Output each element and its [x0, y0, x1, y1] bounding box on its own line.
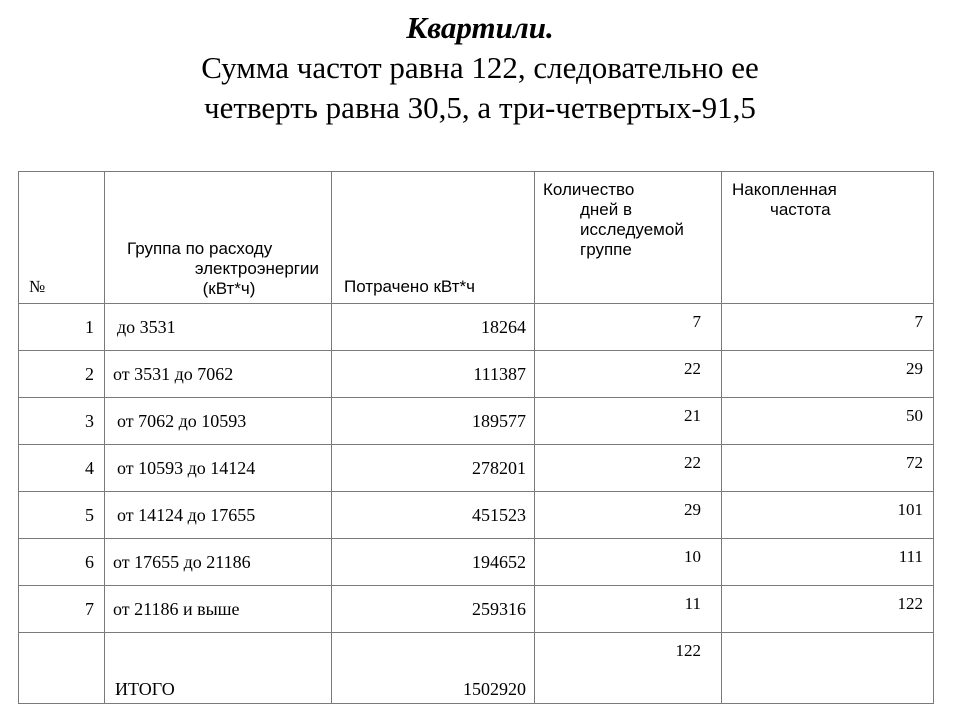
table-row	[19, 398, 934, 445]
header-spent: Потрачено кВт*ч	[332, 172, 535, 304]
cell-num: 7	[19, 586, 105, 633]
cell-group: от 3531 до 7062	[105, 351, 332, 398]
cell-days: 21	[535, 398, 722, 445]
title-heading: Квартили.	[406, 10, 554, 45]
cell-spent: 18264	[332, 304, 535, 351]
cell-days: 7	[535, 304, 722, 351]
table-row	[19, 304, 934, 351]
cell-num: 6	[19, 539, 105, 586]
cell-num-empty	[19, 633, 105, 704]
cell-group: до 3531	[105, 304, 332, 351]
cell-group: от 17655 до 21186	[105, 539, 332, 586]
header-days-line-2: дней в	[580, 200, 633, 219]
header-days-line-4: группе	[580, 240, 632, 259]
cell-cumulative: 122	[722, 586, 934, 633]
header-num: №	[19, 172, 105, 304]
header-days	[535, 172, 722, 304]
cell-num: 2	[19, 351, 105, 398]
cell-spent: 259316	[332, 586, 535, 633]
header-cumulative	[722, 172, 934, 304]
table-header-row	[19, 172, 934, 304]
cell-total-days: 122	[535, 633, 722, 704]
cell-group: от 10593 до 14124	[105, 445, 332, 492]
cell-days: 22	[535, 445, 722, 492]
cell-num: 3	[19, 398, 105, 445]
cell-group: от 21186 и выше	[105, 586, 332, 633]
cell-cumulative: 29	[722, 351, 934, 398]
cell-group: от 7062 до 10593	[105, 398, 332, 445]
cell-spent: 189577	[332, 398, 535, 445]
cell-days: 11	[535, 586, 722, 633]
table-row	[19, 492, 934, 539]
header-group-line-1: Группа по расходу	[127, 239, 273, 258]
header-days-line-1: Количество	[543, 180, 635, 199]
cell-spent: 451523	[332, 492, 535, 539]
cell-num: 5	[19, 492, 105, 539]
cell-cumulative: 50	[722, 398, 934, 445]
header-group	[105, 172, 332, 304]
cell-total-label: ИТОГО	[105, 633, 332, 704]
cell-cumulative: 111	[722, 539, 934, 586]
header-group-line-2: электроэнергии	[194, 259, 319, 278]
cell-group: от 14124 до 17655	[105, 492, 332, 539]
header-cum-line-1: Накопленная	[732, 180, 837, 199]
title-line-2: четверть равна 30,5, а три-четвертых-91,5	[204, 90, 756, 125]
cell-days: 29	[535, 492, 722, 539]
table-row	[19, 351, 934, 398]
header-days-line-3: исследуемой	[580, 220, 684, 239]
cell-cumulative: 7	[722, 304, 934, 351]
table-row	[19, 586, 934, 633]
slide-title	[0, 8, 960, 128]
cell-num: 4	[19, 445, 105, 492]
cell-total-spent: 1502920	[332, 633, 535, 704]
cell-cumulative: 72	[722, 445, 934, 492]
header-group-line-3: (кВт*ч)	[202, 279, 256, 298]
cell-num: 1	[19, 304, 105, 351]
cell-cumulative: 101	[722, 492, 934, 539]
cell-days: 22	[535, 351, 722, 398]
cell-spent: 111387	[332, 351, 535, 398]
cell-spent: 278201	[332, 445, 535, 492]
cell-spent: 194652	[332, 539, 535, 586]
header-cum-line-2: частота	[770, 200, 831, 219]
title-line-1: Сумма частот равна 122, следовательно ее	[201, 50, 759, 85]
table-row	[19, 445, 934, 492]
cell-total-cumulative	[722, 633, 934, 704]
quartile-table	[18, 171, 934, 704]
table-row	[19, 539, 934, 586]
table-total-row	[19, 633, 934, 704]
cell-days: 10	[535, 539, 722, 586]
